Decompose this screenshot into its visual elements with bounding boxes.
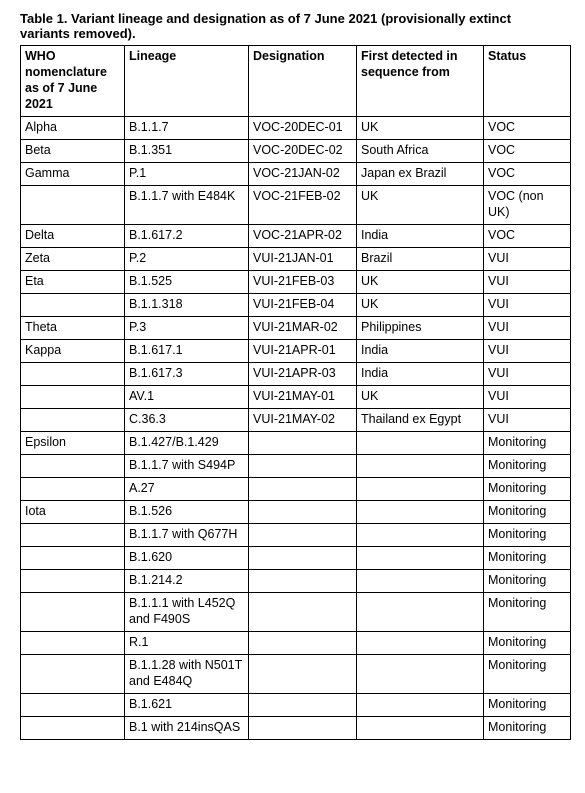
cell-first-detected xyxy=(357,694,484,717)
cell-designation xyxy=(249,501,357,524)
cell-designation: VOC-20DEC-01 xyxy=(249,117,357,140)
table-row xyxy=(21,593,571,632)
cell-lineage: P.3 xyxy=(125,317,249,340)
cell-designation: VOC-20DEC-02 xyxy=(249,140,357,163)
variant-table xyxy=(20,45,571,740)
cell-who-nomenclature: Delta xyxy=(21,225,125,248)
cell-lineage: B.1.621 xyxy=(125,694,249,717)
cell-status: Monitoring xyxy=(484,547,571,570)
cell-lineage: B.1.617.2 xyxy=(125,225,249,248)
cell-first-detected xyxy=(357,455,484,478)
table-row xyxy=(21,432,571,455)
cell-status: VOC (non UK) xyxy=(484,186,571,225)
table-row xyxy=(21,117,571,140)
table-row xyxy=(21,632,571,655)
table-row xyxy=(21,317,571,340)
header-row xyxy=(21,46,571,117)
cell-lineage: P.1 xyxy=(125,163,249,186)
table-row xyxy=(21,363,571,386)
cell-status: VUI xyxy=(484,317,571,340)
cell-lineage: B.1.351 xyxy=(125,140,249,163)
cell-lineage: B.1.1.318 xyxy=(125,294,249,317)
table-row xyxy=(21,409,571,432)
cell-status: VUI xyxy=(484,409,571,432)
cell-lineage: B.1.1.7 with Q677H xyxy=(125,524,249,547)
table-body xyxy=(21,117,571,740)
cell-first-detected xyxy=(357,717,484,740)
cell-lineage: B.1.427/B.1.429 xyxy=(125,432,249,455)
cell-lineage: B.1.1.7 with S494P xyxy=(125,455,249,478)
cell-designation: VUI-21MAR-02 xyxy=(249,317,357,340)
cell-status: Monitoring xyxy=(484,717,571,740)
cell-first-detected: India xyxy=(357,225,484,248)
cell-designation: VOC-21FEB-02 xyxy=(249,186,357,225)
cell-who-nomenclature xyxy=(21,547,125,570)
cell-status: Monitoring xyxy=(484,694,571,717)
cell-status: Monitoring xyxy=(484,478,571,501)
cell-status: VOC xyxy=(484,140,571,163)
cell-designation: VUI-21MAY-01 xyxy=(249,386,357,409)
table-caption: Table 1. Variant lineage and designation as of 7 June 2021 (provisionally extinct variants removed). xyxy=(20,11,512,41)
cell-lineage: P.2 xyxy=(125,248,249,271)
table-row xyxy=(21,294,571,317)
header-who-nomenclature: WHO nomenclature as of 7 June 2021 xyxy=(21,46,125,117)
cell-who-nomenclature: Kappa xyxy=(21,340,125,363)
cell-lineage: B.1.617.3 xyxy=(125,363,249,386)
cell-status: VUI xyxy=(484,386,571,409)
table-row xyxy=(21,655,571,694)
cell-who-nomenclature xyxy=(21,632,125,655)
cell-lineage: R.1 xyxy=(125,632,249,655)
cell-who-nomenclature xyxy=(21,570,125,593)
cell-designation: VUI-21APR-01 xyxy=(249,340,357,363)
cell-who-nomenclature: Eta xyxy=(21,271,125,294)
cell-who-nomenclature xyxy=(21,409,125,432)
cell-status: VUI xyxy=(484,340,571,363)
table-row xyxy=(21,140,571,163)
cell-first-detected xyxy=(357,632,484,655)
cell-first-detected: India xyxy=(357,363,484,386)
header-designation: Designation xyxy=(249,46,357,117)
table-row xyxy=(21,225,571,248)
cell-designation: VUI-21JAN-01 xyxy=(249,248,357,271)
cell-first-detected: UK xyxy=(357,117,484,140)
cell-who-nomenclature xyxy=(21,717,125,740)
cell-designation xyxy=(249,593,357,632)
cell-who-nomenclature: Gamma xyxy=(21,163,125,186)
cell-designation xyxy=(249,632,357,655)
cell-lineage: B.1.620 xyxy=(125,547,249,570)
cell-designation xyxy=(249,432,357,455)
cell-designation xyxy=(249,547,357,570)
table-row xyxy=(21,717,571,740)
cell-first-detected: Brazil xyxy=(357,248,484,271)
cell-designation: VOC-21APR-02 xyxy=(249,225,357,248)
table-row xyxy=(21,547,571,570)
cell-who-nomenclature: Iota xyxy=(21,501,125,524)
cell-who-nomenclature xyxy=(21,478,125,501)
cell-lineage: B.1.1.1 with L452Q and F490S xyxy=(125,593,249,632)
cell-lineage: A.27 xyxy=(125,478,249,501)
cell-designation: VUI-21FEB-03 xyxy=(249,271,357,294)
cell-who-nomenclature: Epsilon xyxy=(21,432,125,455)
cell-first-detected xyxy=(357,593,484,632)
table-row xyxy=(21,186,571,225)
cell-status: VOC xyxy=(484,225,571,248)
cell-lineage: B.1.1.7 xyxy=(125,117,249,140)
cell-lineage: B.1.525 xyxy=(125,271,249,294)
cell-designation xyxy=(249,455,357,478)
cell-designation xyxy=(249,570,357,593)
cell-lineage: B.1 with 214insQAS xyxy=(125,717,249,740)
cell-who-nomenclature: Alpha xyxy=(21,117,125,140)
cell-status: VUI xyxy=(484,271,571,294)
cell-lineage: C.36.3 xyxy=(125,409,249,432)
cell-lineage: B.1.1.7 with E484K xyxy=(125,186,249,225)
table-row xyxy=(21,340,571,363)
cell-status: VUI xyxy=(484,248,571,271)
cell-first-detected: Thailand ex Egypt xyxy=(357,409,484,432)
cell-first-detected: South Africa xyxy=(357,140,484,163)
cell-status: VOC xyxy=(484,117,571,140)
cell-lineage: B.1.617.1 xyxy=(125,340,249,363)
header-lineage: Lineage xyxy=(125,46,249,117)
cell-designation xyxy=(249,694,357,717)
cell-first-detected xyxy=(357,501,484,524)
table-row xyxy=(21,248,571,271)
cell-first-detected: UK xyxy=(357,271,484,294)
table-row xyxy=(21,501,571,524)
cell-who-nomenclature xyxy=(21,655,125,694)
cell-who-nomenclature xyxy=(21,694,125,717)
cell-who-nomenclature: Zeta xyxy=(21,248,125,271)
cell-status: Monitoring xyxy=(484,524,571,547)
cell-first-detected: India xyxy=(357,340,484,363)
table-row xyxy=(21,524,571,547)
cell-lineage: B.1.526 xyxy=(125,501,249,524)
cell-first-detected xyxy=(357,547,484,570)
table-row xyxy=(21,478,571,501)
cell-designation xyxy=(249,717,357,740)
table-row xyxy=(21,271,571,294)
cell-first-detected: UK xyxy=(357,386,484,409)
cell-who-nomenclature xyxy=(21,386,125,409)
cell-status: Monitoring xyxy=(484,593,571,632)
cell-lineage: B.1.214.2 xyxy=(125,570,249,593)
cell-designation xyxy=(249,655,357,694)
cell-who-nomenclature: Beta xyxy=(21,140,125,163)
cell-lineage: AV.1 xyxy=(125,386,249,409)
cell-first-detected: UK xyxy=(357,294,484,317)
cell-first-detected xyxy=(357,432,484,455)
cell-status: Monitoring xyxy=(484,655,571,694)
cell-who-nomenclature xyxy=(21,455,125,478)
table-header xyxy=(21,46,571,117)
cell-who-nomenclature xyxy=(21,524,125,547)
cell-designation: VUI-21FEB-04 xyxy=(249,294,357,317)
table-row xyxy=(21,163,571,186)
cell-first-detected xyxy=(357,524,484,547)
cell-first-detected xyxy=(357,655,484,694)
cell-status: Monitoring xyxy=(484,501,571,524)
cell-status: VUI xyxy=(484,294,571,317)
cell-first-detected xyxy=(357,570,484,593)
header-status: Status xyxy=(484,46,571,117)
cell-who-nomenclature xyxy=(21,593,125,632)
table-row xyxy=(21,694,571,717)
cell-designation: VOC-21JAN-02 xyxy=(249,163,357,186)
table-row xyxy=(21,570,571,593)
cell-who-nomenclature xyxy=(21,186,125,225)
cell-designation: VUI-21MAY-02 xyxy=(249,409,357,432)
cell-designation xyxy=(249,478,357,501)
cell-lineage: B.1.1.28 with N501T and E484Q xyxy=(125,655,249,694)
cell-first-detected: UK xyxy=(357,186,484,225)
cell-first-detected: Philippines xyxy=(357,317,484,340)
cell-designation xyxy=(249,524,357,547)
cell-status: Monitoring xyxy=(484,632,571,655)
cell-who-nomenclature: Theta xyxy=(21,317,125,340)
cell-status: Monitoring xyxy=(484,570,571,593)
cell-designation: VUI-21APR-03 xyxy=(249,363,357,386)
cell-who-nomenclature xyxy=(21,363,125,386)
cell-first-detected: Japan ex Brazil xyxy=(357,163,484,186)
cell-status: Monitoring xyxy=(484,455,571,478)
header-first-detected: First detected in sequence from xyxy=(357,46,484,117)
cell-first-detected xyxy=(357,478,484,501)
cell-status: Monitoring xyxy=(484,432,571,455)
cell-who-nomenclature xyxy=(21,294,125,317)
table-row xyxy=(21,455,571,478)
cell-status: VOC xyxy=(484,163,571,186)
cell-status: VUI xyxy=(484,363,571,386)
table-row xyxy=(21,386,571,409)
